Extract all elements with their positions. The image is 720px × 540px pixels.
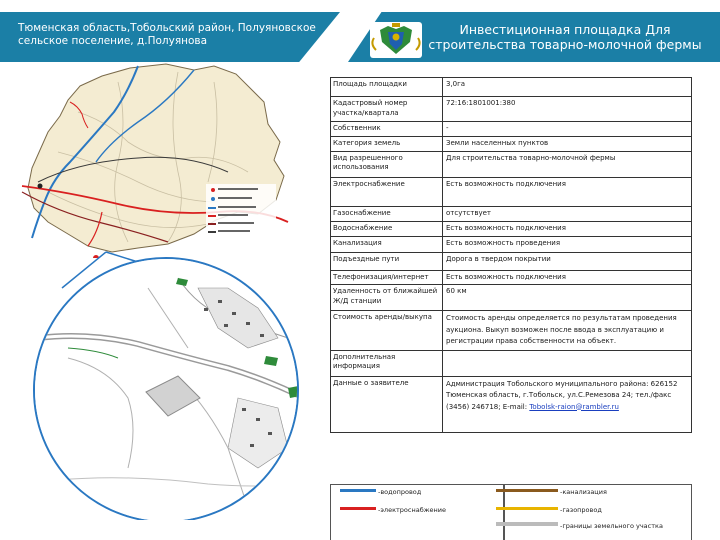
map-legend xyxy=(330,478,692,540)
row-value: Для строительства товарно-молочной фермы xyxy=(443,151,692,177)
table-row xyxy=(331,252,692,270)
gas-line-icon xyxy=(496,507,558,510)
legend-label-water: -водопровод xyxy=(378,488,422,496)
table-row xyxy=(331,350,692,376)
row-value: отсутствует xyxy=(443,206,692,221)
table-row xyxy=(331,78,692,97)
table-row xyxy=(331,221,692,236)
row-label: Телефонизация/интернет xyxy=(331,270,443,285)
row-label: Электроснабжение xyxy=(331,177,443,206)
row-label: Газоснабжение xyxy=(331,206,443,221)
row-value: Есть возможность проведения xyxy=(443,236,692,252)
legend-label-sewer: -канализация xyxy=(560,488,607,496)
table-row xyxy=(331,285,692,311)
table-row xyxy=(331,206,692,221)
row-value: Земли населенных пунктов xyxy=(443,136,692,151)
table-row xyxy=(331,122,692,137)
location-text: Тюменская область,Тобольский район, Полуяновское сельское поселение, д.Полуянова xyxy=(18,22,316,47)
row-value: Стоимость аренды определяется по результатам проведения аукциона. Выкуп возможен после ввода в эксплуатацию и регистрации права собственности на объект. xyxy=(443,311,692,351)
plot-map xyxy=(28,248,304,520)
row-value: 72:16:1801001:380 xyxy=(443,97,692,122)
table-row xyxy=(331,311,692,351)
row-label: Подъездные пути xyxy=(331,252,443,270)
row-value: - xyxy=(443,122,692,137)
region-map xyxy=(18,62,300,258)
row-value xyxy=(443,350,692,376)
row-label: Водоснабжение xyxy=(331,221,443,236)
row-label: Канализация xyxy=(331,236,443,252)
table-row xyxy=(331,177,692,206)
sewer-line-icon xyxy=(496,489,558,492)
applicant-text: Администрация Тобольского муниципального района: 626152 Тюменская область, г.Тобольск, ул.С.Ремезова 24; тел./факс (3456) 246718; E-mail: xyxy=(446,379,678,411)
power-line-icon xyxy=(340,507,376,510)
row-label: Данные о заявителе xyxy=(331,376,443,432)
legend-label-gas: -газопровод xyxy=(560,506,602,514)
row-label: Площадь площадки xyxy=(331,78,443,97)
row-value: Дорога в твердом покрытии xyxy=(443,252,692,270)
page-title: Инвестиционная площадка Для строительства товарно-молочной фермы xyxy=(428,22,702,52)
row-label: Собственник xyxy=(331,122,443,137)
coat-of-arms-icon xyxy=(366,20,426,60)
table-row xyxy=(331,136,692,151)
row-value: 60 км xyxy=(443,285,692,311)
land-boundary-line-icon xyxy=(496,522,558,526)
email-link[interactable]: Tobolsk-raion@rambler.ru xyxy=(529,402,619,411)
legend-label-boundary: -границы земельного участка xyxy=(560,522,663,530)
investment-info-table xyxy=(330,77,692,433)
water-supply-line-icon xyxy=(340,489,376,492)
table-row xyxy=(331,151,692,177)
row-value: Есть возможность подключения xyxy=(443,221,692,236)
row-value xyxy=(443,376,692,432)
row-label: Дополнительная информация xyxy=(331,350,443,376)
row-label: Кадастровый номер участка/квартала xyxy=(331,97,443,122)
row-value: Есть возможность подключения xyxy=(443,270,692,285)
row-label: Категория земель xyxy=(331,136,443,151)
legend-label-power: -электроснабжение xyxy=(378,506,447,514)
table-row xyxy=(331,97,692,122)
row-label: Стоимость аренды/выкупа xyxy=(331,311,443,351)
row-label: Вид разрешенного использования xyxy=(331,151,443,177)
row-label: Удаленность от ближайшей Ж/Д станции xyxy=(331,285,443,311)
table-row xyxy=(331,236,692,252)
row-value: Есть возможность подключения xyxy=(443,177,692,206)
table-row xyxy=(331,376,692,432)
table-row xyxy=(331,270,692,285)
row-value: 3,0га xyxy=(443,78,692,97)
